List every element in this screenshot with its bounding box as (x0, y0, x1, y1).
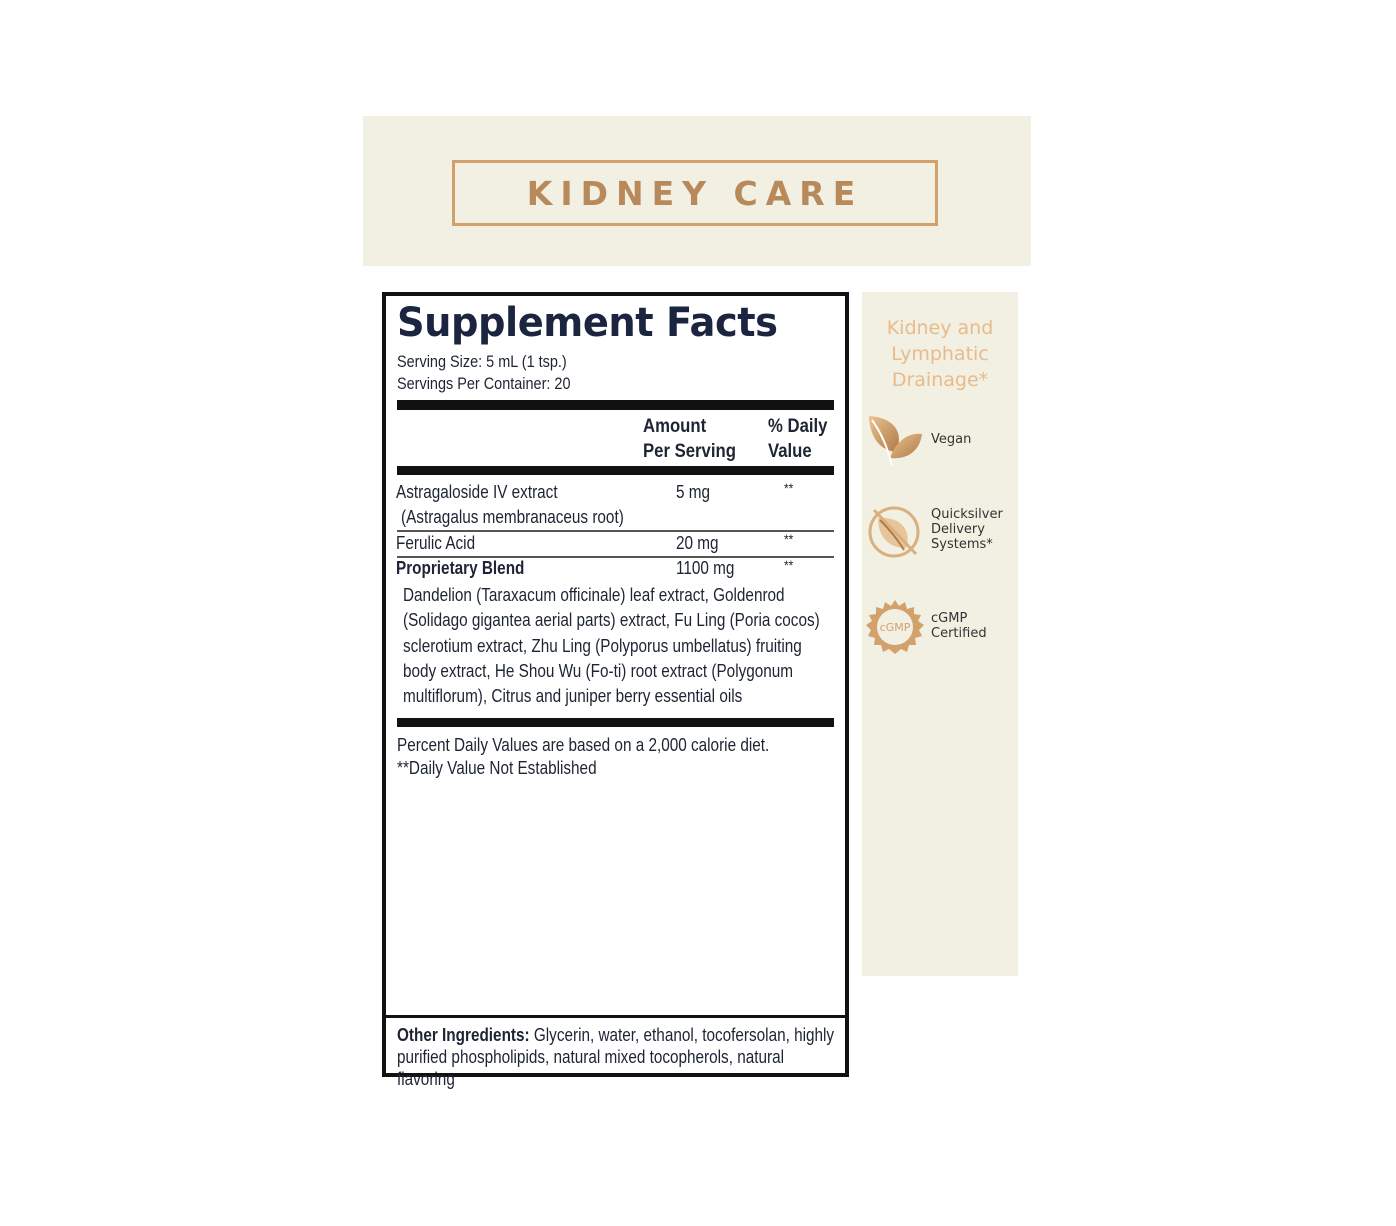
cgmp-seal-text: cGMP (879, 621, 911, 634)
divider-thick (397, 466, 834, 475)
cgmp-seal-icon (866, 598, 924, 656)
benefit-line3: Drainage* (891, 369, 989, 391)
quicksilver-leaf-icon (866, 502, 924, 560)
servings-per-container: Servings Per Container: 20 (397, 374, 571, 393)
other-ingredients-text: Glycerin, water, ethanol, tocofersolan, highly purified phospholipids, natural mixed tocopherols, natural flavoring (397, 1025, 835, 1089)
dv-header-line2: Value (768, 441, 812, 462)
row-dv: ** (784, 480, 794, 496)
divider-thick (397, 718, 834, 727)
badge-cgmp-line1: cGMP (931, 611, 968, 626)
banner-frame (452, 160, 938, 226)
row-dv: ** (784, 531, 794, 547)
supplement-facts-panel (382, 292, 849, 1089)
benefit-line2: Lymphatic (891, 343, 989, 365)
other-ingredients-label: Other Ingredients: (397, 1025, 530, 1045)
badge-quicksilver-line3: Systems* (931, 537, 993, 552)
other-ingredients (397, 1024, 839, 1090)
header-banner (363, 116, 1031, 266)
row-name: Ferulic Acid (396, 533, 476, 553)
other-divider (386, 1015, 845, 1018)
row-name: Proprietary Blend (396, 558, 525, 578)
badge-cgmp-label (931, 611, 987, 641)
badge-quicksilver-line1: Quicksilver (931, 507, 1003, 522)
row-amount: 20 mg (676, 533, 719, 553)
product-title: KIDNEY CARE (526, 173, 864, 213)
amount-header-line2: Per Serving (643, 441, 736, 462)
benefit-line1: Kidney and (886, 317, 994, 339)
amount-header-line1: Amount (643, 416, 707, 437)
facts-title: Supplement Facts (397, 300, 778, 346)
row-amount: 1100 mg (676, 558, 735, 578)
row-name: Astragaloside IV extract (396, 482, 558, 502)
benefits-sidebar (862, 292, 1018, 976)
row-divider (397, 530, 834, 532)
blend-description: Dandelion (Taraxacum officinale) leaf extract, Goldenrod (Solidago gigantea aerial parts) extract, Fu Ling (Poria cocos) sclerotium extract, Zhu Ling (Polyporus umbellatus) fruiting body extract, He Shou Wu (Fo-ti) root extract (Polygonum multiflorum), Citrus and juniper berry essential oils (403, 585, 820, 707)
leaf-icon (866, 412, 924, 468)
footnote-not-established: **Daily Value Not Established (397, 758, 597, 778)
benefit-headline (862, 315, 1018, 393)
divider-thick (397, 400, 834, 410)
footnote-daily-values: Percent Daily Values are based on a 2,000 calorie diet. (397, 735, 770, 755)
dv-header-line1: % Daily (768, 416, 828, 437)
daily-value-header (768, 414, 827, 464)
row-amount: 5 mg (676, 482, 711, 502)
row-subname: (Astragalus membranaceus root) (401, 507, 624, 527)
serving-size: Serving Size: 5 mL (1 tsp.) (397, 352, 567, 371)
amount-header (643, 414, 736, 464)
badge-vegan-label: Vegan (931, 432, 972, 447)
badge-cgmp-line2: Certified (931, 626, 987, 641)
row-dv: ** (784, 557, 794, 573)
badge-quicksilver-line2: Delivery (931, 522, 985, 537)
badge-quicksilver-label (931, 507, 1003, 552)
